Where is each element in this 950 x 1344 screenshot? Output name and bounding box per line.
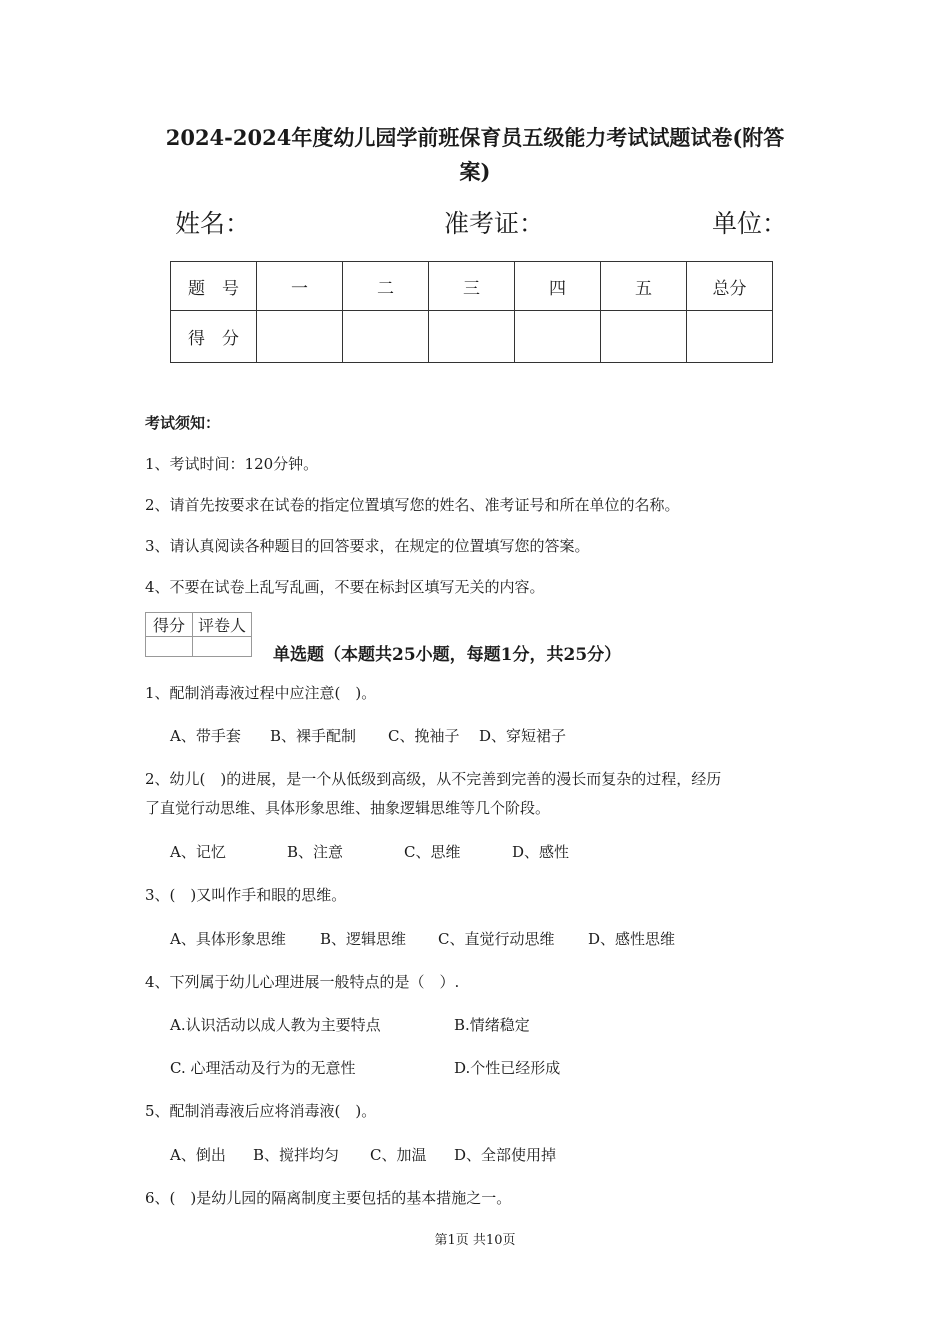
question-option: A、记忆: [170, 843, 226, 861]
question-option: D、感性: [512, 843, 570, 861]
question-stem: 2、幼儿( )的进展，是一个从低级到高级，从不完善到完善的漫长而复杂的过程，经历: [145, 770, 722, 788]
score-table-cell: 题 号: [171, 262, 257, 311]
notice-item: 2、请首先按要求在试卷的指定位置填写您的姓名、准考证号和所在单位的名称。: [145, 496, 680, 514]
name-field-label: 姓名：: [175, 209, 251, 238]
score-table-cell: 二: [343, 262, 429, 311]
exam-id-field-label: 准考证：: [444, 209, 545, 238]
question-option: D.个性已经形成: [454, 1059, 561, 1077]
page-footer: 第1页 共10页: [434, 1233, 516, 1248]
question-stem: 5、配制消毒液后应将消毒液( )。: [145, 1102, 377, 1120]
notice-item: 4、不要在试卷上乱写乱画，不要在标封区填写无关的内容。: [145, 578, 545, 596]
notice-item: 1、考试时间：120分钟。: [145, 455, 319, 473]
grader-box-empty-cell: [193, 637, 252, 657]
question-option: B、注意: [287, 843, 344, 861]
question-option: B.情绪稳定: [454, 1016, 530, 1034]
score-table-header-row: [171, 262, 773, 311]
question-stem: 1、配制消毒液过程中应注意( )。: [145, 684, 377, 702]
score-table-cell: 总分: [687, 262, 773, 311]
question-option: D、感性思维: [588, 930, 676, 948]
unit-field-label: 单位：: [712, 209, 788, 238]
question-option: D、穿短裙子: [479, 727, 567, 745]
question-option: C. 心理活动及行为的无意性: [170, 1059, 356, 1077]
grader-box-empty-cell: [146, 637, 193, 657]
score-table-score-row: [171, 311, 773, 363]
doc-title-line1: 2024-2024年度幼儿园学前班保育员五级能力考试试题试卷(附答: [165, 125, 785, 150]
score-table-cell: [343, 311, 429, 363]
question-stem: 3、( )又叫作手和眼的思维。: [145, 886, 347, 904]
grader-box-score-label: 得分: [146, 613, 193, 637]
score-table-cell: [601, 311, 687, 363]
question-option: A、倒出: [170, 1146, 226, 1164]
score-table-cell: 一: [257, 262, 343, 311]
score-table-cell: 得 分: [171, 311, 257, 363]
question-stem: 6、( )是幼儿园的隔离制度主要包括的基本措施之一。: [145, 1189, 512, 1207]
notice-heading: 考试须知：: [145, 414, 221, 432]
notice-item: 3、请认真阅读各种题目的回答要求，在规定的位置填写您的答案。: [145, 537, 590, 555]
question-stem: 4、下列属于幼儿心理进展一般特点的是（ ）.: [145, 973, 460, 991]
question-option: C、思维: [404, 843, 461, 861]
question-stem-continued: 了直觉行动思维、具体形象思维、抽象逻辑思维等几个阶段。: [145, 799, 551, 817]
grader-box-grader-label: 评卷人: [193, 613, 252, 637]
section-title: 单选题（本题共25小题，每题1分，共25分）: [273, 645, 622, 665]
score-table-cell: 三: [429, 262, 515, 311]
question-option: C、挽袖子: [388, 727, 460, 745]
question-option: C、加温: [370, 1146, 427, 1164]
score-table-cell: [257, 311, 343, 363]
question-option: A.认识活动以成人教为主要特点: [170, 1016, 381, 1034]
grader-box: [145, 612, 252, 657]
score-table: [170, 261, 773, 363]
score-table-cell: 五: [601, 262, 687, 311]
question-option: B、搅拌均匀: [253, 1146, 340, 1164]
question-option: A、具体形象思维: [170, 930, 286, 948]
question-option: B、裸手配制: [270, 727, 357, 745]
question-option: B、逻辑思维: [320, 930, 407, 948]
score-table-cell: [687, 311, 773, 363]
question-option: D、全部使用掉: [454, 1146, 557, 1164]
score-table-cell: [515, 311, 601, 363]
score-table-cell: 四: [515, 262, 601, 311]
question-option: C、直觉行动思维: [438, 930, 555, 948]
doc-title-line2: 案): [459, 159, 491, 184]
question-option: A、带手套: [170, 727, 241, 745]
score-table-cell: [429, 311, 515, 363]
